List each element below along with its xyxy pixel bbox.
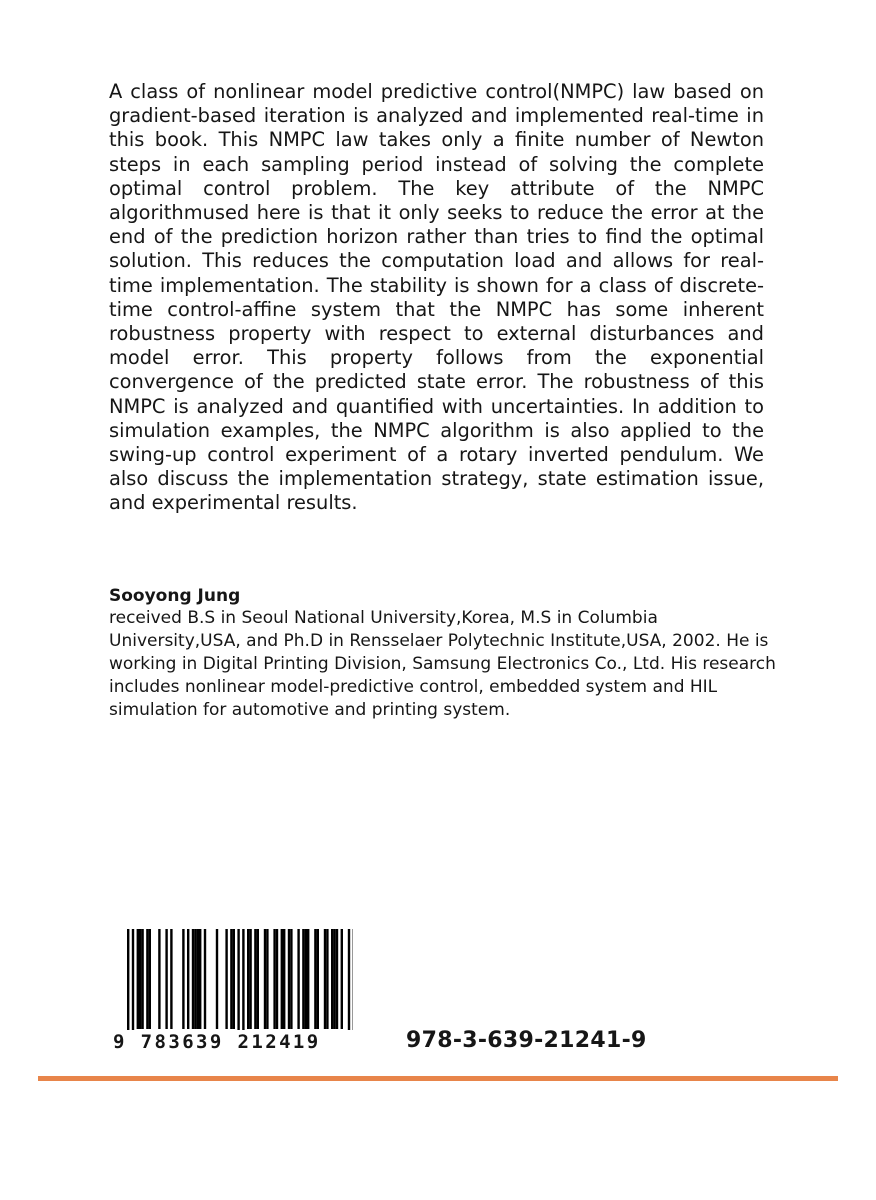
barcode-bar <box>348 929 350 1043</box>
barcode-bar <box>305 929 307 1029</box>
barcode-bar <box>266 929 268 1029</box>
barcode-bar <box>281 929 283 1029</box>
author-bio: received B.S in Seoul National University,Korea, M.S in Columbia University,USA, and Ph.D in Rensselaer Polytechnic Institute,USA, 2002. He is working in Digital Printing Division, Samsung Electronics Co., Ltd. His research includes nonlinear model-predictive control, embedded system and HIL simulation for automotive and printing system. <box>109 608 776 720</box>
barcode-bar <box>331 929 333 1029</box>
barcode-bar <box>237 929 239 1043</box>
barcode-bar <box>341 929 343 1029</box>
barcode-bar <box>290 929 292 1029</box>
isbn-barcode <box>113 929 353 1055</box>
barcode-bar <box>170 929 172 1029</box>
barcode-bar <box>137 929 139 1029</box>
barcode-bar <box>139 929 141 1029</box>
barcode-bar <box>324 929 326 1029</box>
barcode-bar <box>307 929 309 1029</box>
barcode-bar <box>242 929 244 1043</box>
barcode-bar <box>230 929 232 1029</box>
barcode-bar <box>317 929 319 1029</box>
barcode-bar <box>165 929 167 1029</box>
barcode-bar <box>326 929 328 1029</box>
barcode-bar <box>247 929 249 1029</box>
barcode-bar <box>182 929 184 1029</box>
author-name: Sooyong Jung <box>109 586 241 606</box>
author-block <box>109 585 789 722</box>
barcode-bar <box>276 929 278 1029</box>
barcode-bar <box>283 929 285 1029</box>
orange-divider <box>38 1076 838 1081</box>
barcode-bar <box>233 929 235 1029</box>
barcode-bar <box>302 929 304 1029</box>
barcode-bar <box>216 929 218 1029</box>
barcode-bar <box>132 929 134 1043</box>
barcode-bar <box>187 929 189 1029</box>
barcode-bar <box>197 929 199 1029</box>
barcode-bar <box>141 929 143 1029</box>
barcode-bar <box>149 929 151 1029</box>
barcode-bar <box>264 929 266 1029</box>
barcode-bar <box>204 929 206 1029</box>
barcode-bar <box>249 929 251 1029</box>
barcode-digits: 9 783639 212419 <box>113 1030 353 1054</box>
isbn-number: 978-3-639-21241-9 <box>406 1028 647 1053</box>
barcode-bar <box>225 929 227 1029</box>
book-abstract: A class of nonlinear model predictive control(NMPC) law based on gradient-based iteration is analyzed and implemented real-time in this book. This NMPC law takes only a finite number of Newton steps in each sampling period instead of solving the complete optimal control problem. The key attribute of the NMPC algorithmused here is that it only seeks to reduce the error at the end of the prediction horizon rather than tries to find the optimal solution. This reduces the computation load and allows for real-time implementation. The stability is shown for a class of discrete-time control-affine system that the NMPC has some inherent robustness property with respect to external disturbances and model error. This property follows from the exponential convergence of the predicted state error. The robustness of this NMPC is analyzed and quantified with uncertainties. In addition to simulation examples, the NMPC algorithm is also applied to the swing-up control experiment of a rotary inverted pendulum. We also discuss the implementation strategy, state estimation issue, and experimental results. <box>109 80 764 515</box>
barcode-bar <box>194 929 196 1029</box>
barcode-bar <box>314 929 316 1029</box>
barcode-bar <box>158 929 160 1029</box>
barcode-bar <box>273 929 275 1029</box>
barcode-bar <box>199 929 201 1029</box>
barcode-bar <box>297 929 299 1029</box>
barcode-bar <box>257 929 259 1029</box>
barcode-bar <box>333 929 335 1029</box>
barcode-bar <box>146 929 148 1029</box>
barcode-bar <box>254 929 256 1029</box>
barcode-bar <box>192 929 194 1029</box>
barcode-bar <box>127 929 129 1043</box>
barcode-bar <box>336 929 338 1029</box>
barcode-bar <box>288 929 290 1029</box>
